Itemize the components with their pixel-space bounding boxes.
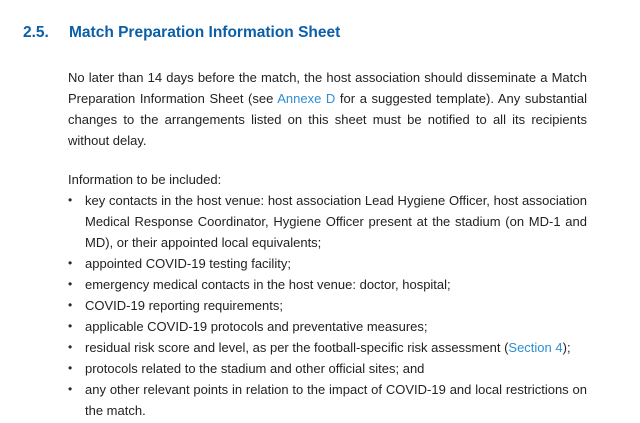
list-item <box>68 379 587 421</box>
section-4-link[interactable]: Section 4 <box>508 340 563 355</box>
information-label: Information to be included: <box>68 172 222 187</box>
bullet-icon: • <box>68 319 73 333</box>
list-item-text-before: residual risk score and level, as per the football-specific risk assessment ( <box>85 340 509 355</box>
list-item-text: COVID-19 reporting requirements; <box>85 298 283 313</box>
section-title: Match Preparation Information Sheet <box>69 24 341 41</box>
information-list <box>68 190 587 421</box>
list-item-text: protocols related to the stadium and other official sites; and <box>85 361 425 376</box>
list-item <box>68 316 587 337</box>
intro-paragraph <box>68 67 587 151</box>
list-item-text: applicable COVID-19 protocols and preventative measures; <box>85 319 428 334</box>
list-item <box>68 295 587 316</box>
intro-text-part2: for a suggested template). Any substantial changes to the arrangements listed on this sheet must be notified to all its recipients without delay. <box>68 91 588 148</box>
bullet-icon: • <box>68 193 73 207</box>
list-item-text: appointed COVID-19 testing facility; <box>85 256 291 271</box>
list-item-text: emergency medical contacts in the host venue: doctor, hospital; <box>85 277 451 292</box>
bullet-icon: • <box>68 340 73 354</box>
bullet-icon: • <box>68 382 73 396</box>
list-item <box>68 358 587 379</box>
list-item-text-after: ); <box>562 340 571 355</box>
intro-text-part1: No later than 14 days before the match, the host association should disseminate a Match Preparation Information Sheet (see <box>68 70 587 106</box>
list-item <box>68 337 587 358</box>
annexe-d-link[interactable]: Annexe D <box>277 91 336 106</box>
list-item <box>68 190 587 253</box>
bullet-icon: • <box>68 298 73 312</box>
bullet-icon: • <box>68 361 73 375</box>
bullet-icon: • <box>68 277 73 291</box>
list-item-text: key contacts in the host venue: host association Lead Hygiene Officer, host association Medical Response Coordinator, Hygiene Officer present at the stadium (on MD-1 and MD), or their appointed local equivalents; <box>85 193 587 250</box>
bullet-icon: • <box>68 256 73 270</box>
section-number: 2.5. <box>23 24 49 41</box>
list-item <box>68 253 587 274</box>
list-item <box>68 274 587 295</box>
list-item-text: any other relevant points in relation to the impact of COVID-19 and local restrictions on the match. <box>85 382 587 418</box>
